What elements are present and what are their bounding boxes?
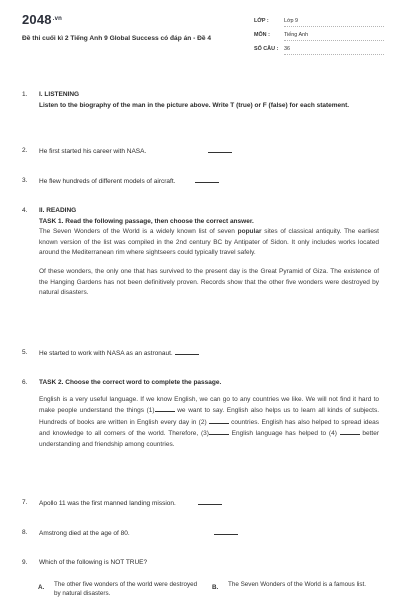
- question-number: 6.: [22, 379, 28, 386]
- question-number: 3.: [22, 177, 28, 184]
- passage-text: The Seven Wonders of the World is a widely known list of seven: [39, 228, 238, 236]
- logo-text: 2048: [22, 12, 52, 27]
- meta-count-value: 36: [284, 46, 384, 55]
- answer-blank[interactable]: [175, 348, 199, 355]
- question-text: Amstrong died at the age of 80.: [39, 530, 130, 537]
- meta-subject-key: MÔN :: [254, 32, 270, 38]
- passage-paragraph-1: [39, 227, 379, 259]
- question-number: 1.: [22, 91, 28, 98]
- question-number: 9.: [22, 559, 28, 566]
- answer-blank[interactable]: [208, 146, 232, 153]
- option-text: The other five wonders of the world were destroyed by natural disasters.: [54, 581, 198, 597]
- meta-class-value: Lớp 9: [284, 18, 384, 27]
- question-text: He first started his career with NASA.: [39, 148, 147, 155]
- cloze-blank-4[interactable]: [340, 428, 360, 435]
- question-text: He flew hundreds of different models of aircraft.: [39, 178, 176, 185]
- answer-blank[interactable]: [195, 176, 219, 183]
- passage-text: English language has helped to (4): [228, 430, 340, 438]
- meta-class-key: LỚP :: [254, 18, 269, 24]
- task-instruction: TASK 2. Choose the correct word to complete the passage.: [39, 379, 222, 386]
- cloze-blank-3[interactable]: [209, 428, 229, 435]
- cloze-blank-2[interactable]: [209, 417, 229, 424]
- question-number: 7.: [22, 499, 28, 506]
- option-label: A.: [38, 584, 45, 591]
- option-label: B.: [212, 584, 219, 591]
- document-title: Đề thi cuối kì 2 Tiếng Anh 9 Global Success có đáp án - Đề 4: [22, 35, 212, 42]
- passage-text: sites of classical antiquity. The earliest known version of the list was compiled in the 2nd century BC by Antipater of Sidon. It only includes works located around the Mediterranean rim where sightseers could typically travel safely.: [39, 228, 379, 257]
- question-text: He started to work with NASA as an astronaut.: [39, 350, 173, 357]
- task-instruction: TASK 1. Read the following passage, then choose the correct answer.: [39, 217, 254, 225]
- question-text: Which of the following is NOT TRUE?: [39, 559, 148, 566]
- passage-text: countries. English has also helped to spread ideas and knowledge to all corners of the world. Therefore, (3): [39, 418, 379, 438]
- site-logo[interactable]: [22, 12, 62, 27]
- question-text: Apollo 11 was the first manned landing mission.: [39, 500, 176, 507]
- answer-blank[interactable]: [198, 498, 222, 505]
- meta-subject-value: Tiếng Anh: [284, 32, 384, 41]
- section-heading: I. LISTENING: [39, 91, 80, 98]
- passage-text: we want to say. English also helps us to learn all kinds of subjects. Hundreds of books are written in English every day in (2): [39, 407, 380, 426]
- question-number: 4.: [22, 207, 28, 214]
- answer-blank[interactable]: [214, 528, 238, 535]
- passage-text: better understanding and friendship among countries.: [39, 430, 379, 448]
- reading-passage: [39, 227, 379, 299]
- highlighted-word: popular: [237, 228, 262, 236]
- option-text: The Seven Wonders of the World is a famous list.: [228, 581, 367, 588]
- document-header: [0, 0, 400, 74]
- cloze-blank-1[interactable]: [155, 405, 175, 412]
- question-number: 2.: [22, 147, 28, 154]
- cloze-passage: [39, 395, 379, 451]
- question-instruction: Listen to the biography of the man in the picture above. Write T (true) or F (false) for each statement.: [39, 101, 350, 109]
- logo-suffix: .vn: [52, 16, 63, 22]
- section-heading: II. READING: [39, 207, 77, 214]
- meta-count-key: SỐ CÂU :: [254, 46, 279, 52]
- question-number: 8.: [22, 529, 28, 536]
- passage-text: English is a very useful language. If we know English, we can go to any countries we like. We will not find it hard to make people understand the things (1): [39, 395, 379, 415]
- question-number: 5.: [22, 349, 28, 356]
- passage-paragraph-2: Of these wonders, the only one that has survived to the present day is the Great Pyramid of Giza. The existence of the Hanging Gardens has not been definitively proven. Records show that the other five wonders were destroyed by natural disasters.: [39, 267, 379, 297]
